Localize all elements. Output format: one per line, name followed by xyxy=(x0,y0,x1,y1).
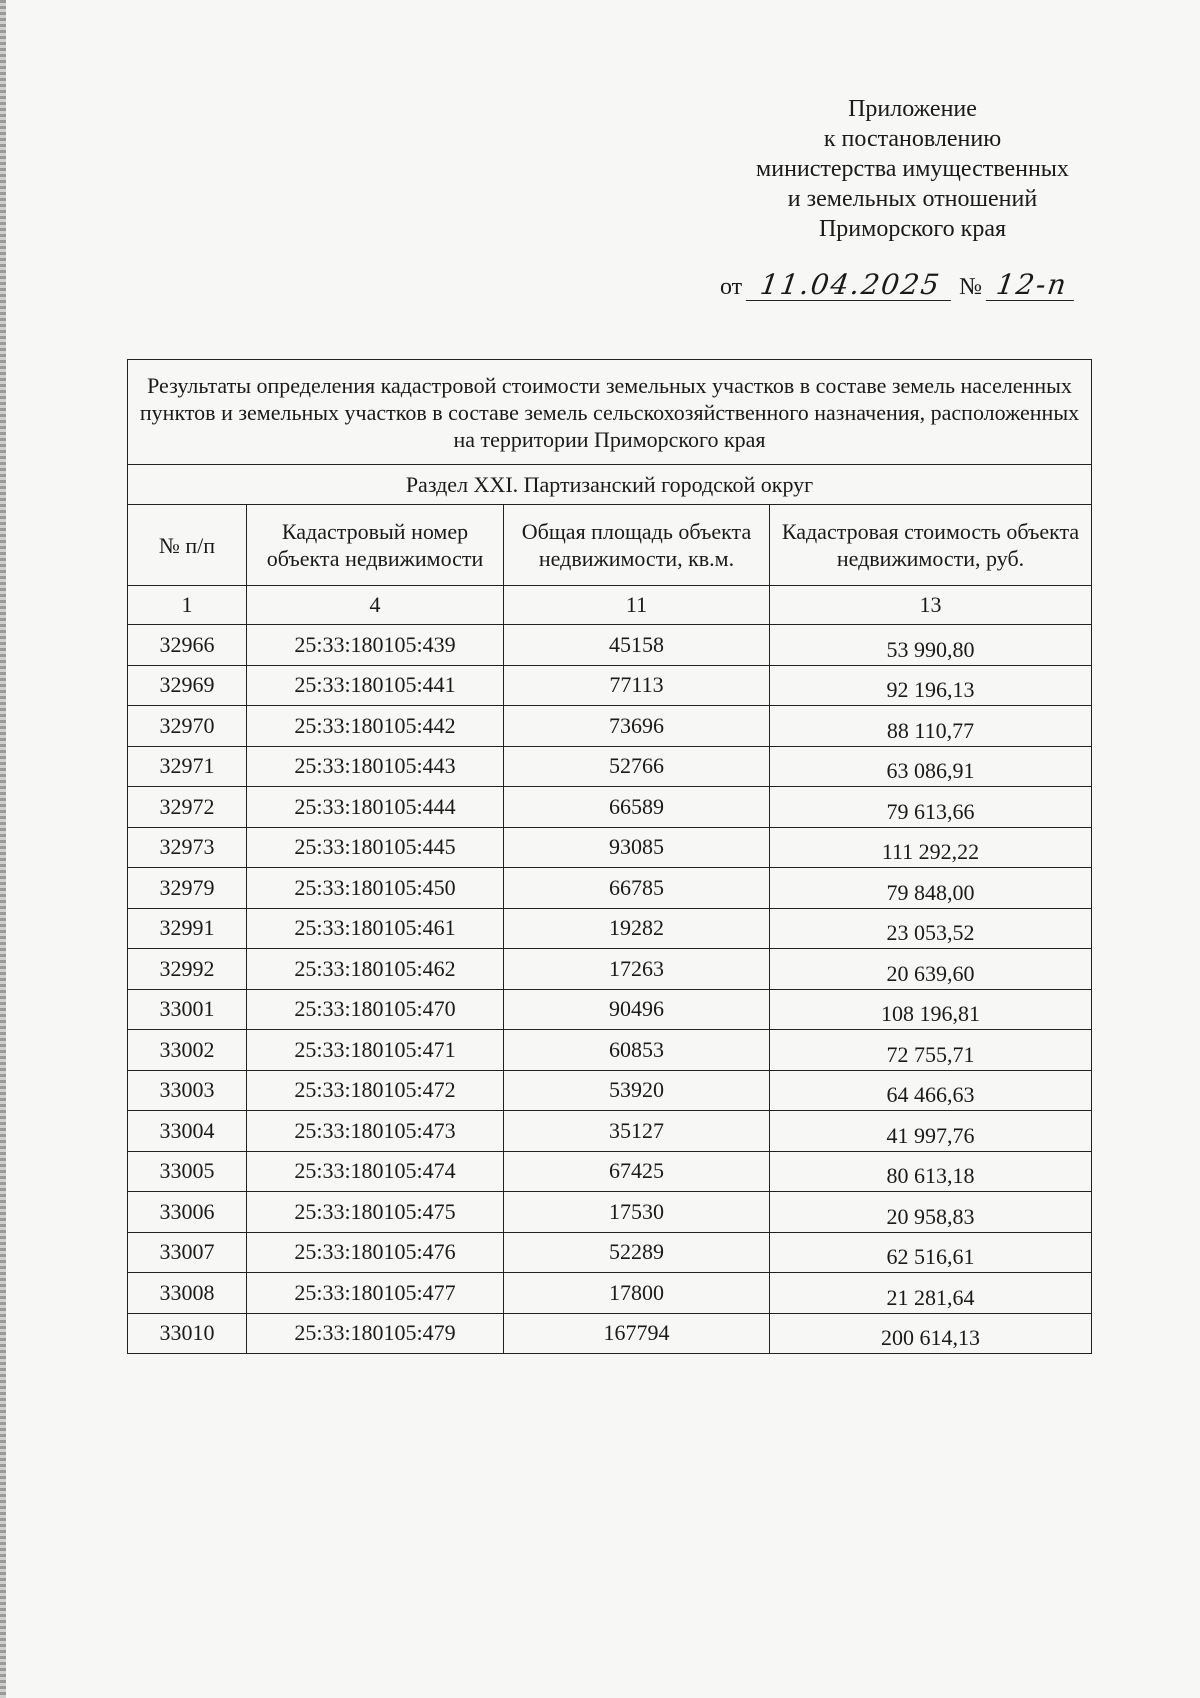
cadastral-value-table xyxy=(127,359,1092,1354)
table-row xyxy=(128,989,1092,1030)
cell-value: 53 990,80 xyxy=(770,625,1092,666)
table-row xyxy=(128,1313,1092,1354)
cell-area: 73696 xyxy=(504,706,770,747)
table-row xyxy=(128,1070,1092,1111)
cell-value: 88 110,77 xyxy=(770,706,1092,747)
cell-area: 19282 xyxy=(504,908,770,949)
cell-area: 52289 xyxy=(504,1232,770,1273)
cell-row-number: 33005 xyxy=(128,1151,247,1192)
appendix-line: Приморского края xyxy=(818,216,1007,242)
table-row xyxy=(128,787,1092,828)
scan-edge xyxy=(0,0,6,1698)
cell-value: 108 196,81 xyxy=(770,989,1092,1030)
cell-area: 17800 xyxy=(504,1273,770,1314)
cell-cadastral-number: 25:33:180105:477 xyxy=(247,1273,504,1314)
appendix-line: Приложение xyxy=(848,96,977,122)
table-row xyxy=(128,1111,1092,1152)
handwritten-number: 12-п xyxy=(986,270,1078,301)
cell-row-number: 33001 xyxy=(128,989,247,1030)
table-row xyxy=(128,746,1092,787)
cell-area: 60853 xyxy=(504,1030,770,1071)
cell-value: 111 292,22 xyxy=(770,827,1092,868)
cell-value: 20 958,83 xyxy=(770,1192,1092,1233)
section-title: Раздел XXI. Партизанский городской округ xyxy=(128,465,1092,505)
cell-cadastral-number: 25:33:180105:444 xyxy=(247,787,504,828)
cell-area: 67425 xyxy=(504,1151,770,1192)
cell-cadastral-number: 25:33:180105:475 xyxy=(247,1192,504,1233)
cell-value: 200 614,13 xyxy=(770,1313,1092,1354)
cell-row-number: 32969 xyxy=(128,665,247,706)
cell-value: 79 613,66 xyxy=(770,787,1092,828)
cell-value: 79 848,00 xyxy=(770,868,1092,909)
cell-row-number: 33002 xyxy=(128,1030,247,1071)
table-row xyxy=(128,706,1092,747)
column-number: 13 xyxy=(770,586,1092,625)
cell-row-number: 33008 xyxy=(128,1273,247,1314)
cell-value: 62 516,61 xyxy=(770,1232,1092,1273)
column-number: 11 xyxy=(504,586,770,625)
cell-value: 64 466,63 xyxy=(770,1070,1092,1111)
cell-row-number: 32972 xyxy=(128,787,247,828)
cell-value: 72 755,71 xyxy=(770,1030,1092,1071)
header-total-area: Общая площадь объекта недвижимости, кв.м. xyxy=(504,505,770,586)
cell-cadastral-number: 25:33:180105:445 xyxy=(247,827,504,868)
cell-value: 20 639,60 xyxy=(770,949,1092,990)
cell-area: 66589 xyxy=(504,787,770,828)
table-row xyxy=(128,949,1092,990)
cell-area: 93085 xyxy=(504,827,770,868)
cell-area: 77113 xyxy=(504,665,770,706)
table-row xyxy=(128,1192,1092,1233)
cell-area: 45158 xyxy=(504,625,770,666)
cell-row-number: 33006 xyxy=(128,1192,247,1233)
date-prefix: от xyxy=(720,274,743,300)
cell-cadastral-number: 25:33:180105:442 xyxy=(247,706,504,747)
cell-cadastral-number: 25:33:180105:450 xyxy=(247,868,504,909)
column-number: 1 xyxy=(128,586,247,625)
cell-row-number: 32971 xyxy=(128,746,247,787)
cell-row-number: 33004 xyxy=(128,1111,247,1152)
number-prefix: № xyxy=(959,274,983,300)
cell-cadastral-number: 25:33:180105:439 xyxy=(247,625,504,666)
cell-row-number: 32973 xyxy=(128,827,247,868)
cell-cadastral-number: 25:33:180105:441 xyxy=(247,665,504,706)
table-row xyxy=(128,1151,1092,1192)
cell-area: 90496 xyxy=(504,989,770,1030)
handwritten-date: 11.04.2025 xyxy=(746,270,955,301)
cell-row-number: 32970 xyxy=(128,706,247,747)
cell-row-number: 32979 xyxy=(128,868,247,909)
cell-cadastral-number: 25:33:180105:470 xyxy=(247,989,504,1030)
cell-cadastral-number: 25:33:180105:476 xyxy=(247,1232,504,1273)
table-row xyxy=(128,625,1092,666)
cell-value: 80 613,18 xyxy=(770,1151,1092,1192)
cell-row-number: 33003 xyxy=(128,1070,247,1111)
cell-value: 63 086,91 xyxy=(770,746,1092,787)
appendix-line: к постановлению xyxy=(823,126,1002,152)
header-cadastral-number: Кадастровый номер объекта недвижимости xyxy=(247,505,504,586)
cell-value: 23 053,52 xyxy=(770,908,1092,949)
cell-row-number: 33007 xyxy=(128,1232,247,1273)
table-row xyxy=(128,1232,1092,1273)
cell-row-number: 33010 xyxy=(128,1313,247,1354)
appendix-line: министерства имущественных xyxy=(756,156,1069,182)
appendix-header xyxy=(720,94,1105,244)
cell-area: 167794 xyxy=(504,1313,770,1354)
cell-cadastral-number: 25:33:180105:473 xyxy=(247,1111,504,1152)
table-row xyxy=(128,868,1092,909)
cell-cadastral-number: 25:33:180105:461 xyxy=(247,908,504,949)
cell-area: 53920 xyxy=(504,1070,770,1111)
cell-area: 66785 xyxy=(504,868,770,909)
cell-row-number: 32992 xyxy=(128,949,247,990)
cell-row-number: 32991 xyxy=(128,908,247,949)
cell-cadastral-number: 25:33:180105:462 xyxy=(247,949,504,990)
cell-cadastral-number: 25:33:180105:471 xyxy=(247,1030,504,1071)
cell-value: 92 196,13 xyxy=(770,665,1092,706)
cell-cadastral-number: 25:33:180105:472 xyxy=(247,1070,504,1111)
cell-value: 41 997,76 xyxy=(770,1111,1092,1152)
cell-row-number: 32966 xyxy=(128,625,247,666)
header-row-number: № п/п xyxy=(128,505,247,586)
header-cadastral-value: Кадастровая стоимость объекта недвижимости, руб. xyxy=(770,505,1092,586)
table-title: Результаты определения кадастровой стоимости земельных участков в составе земель населенных пунктов и земельных участков в составе земель сельскохозяйственного назначения, расположенных на территории Приморского края xyxy=(128,360,1092,465)
order-date-number xyxy=(720,270,1130,302)
table-row xyxy=(128,1273,1092,1314)
cell-cadastral-number: 25:33:180105:474 xyxy=(247,1151,504,1192)
cell-area: 17530 xyxy=(504,1192,770,1233)
appendix-line: и земельных отношений xyxy=(787,186,1038,212)
cell-value: 21 281,64 xyxy=(770,1273,1092,1314)
cell-cadastral-number: 25:33:180105:443 xyxy=(247,746,504,787)
table-row xyxy=(128,908,1092,949)
table-row xyxy=(128,665,1092,706)
column-number: 4 xyxy=(247,586,504,625)
cell-cadastral-number: 25:33:180105:479 xyxy=(247,1313,504,1354)
table-row xyxy=(128,1030,1092,1071)
cell-area: 17263 xyxy=(504,949,770,990)
cell-area: 35127 xyxy=(504,1111,770,1152)
cell-area: 52766 xyxy=(504,746,770,787)
table-row xyxy=(128,827,1092,868)
